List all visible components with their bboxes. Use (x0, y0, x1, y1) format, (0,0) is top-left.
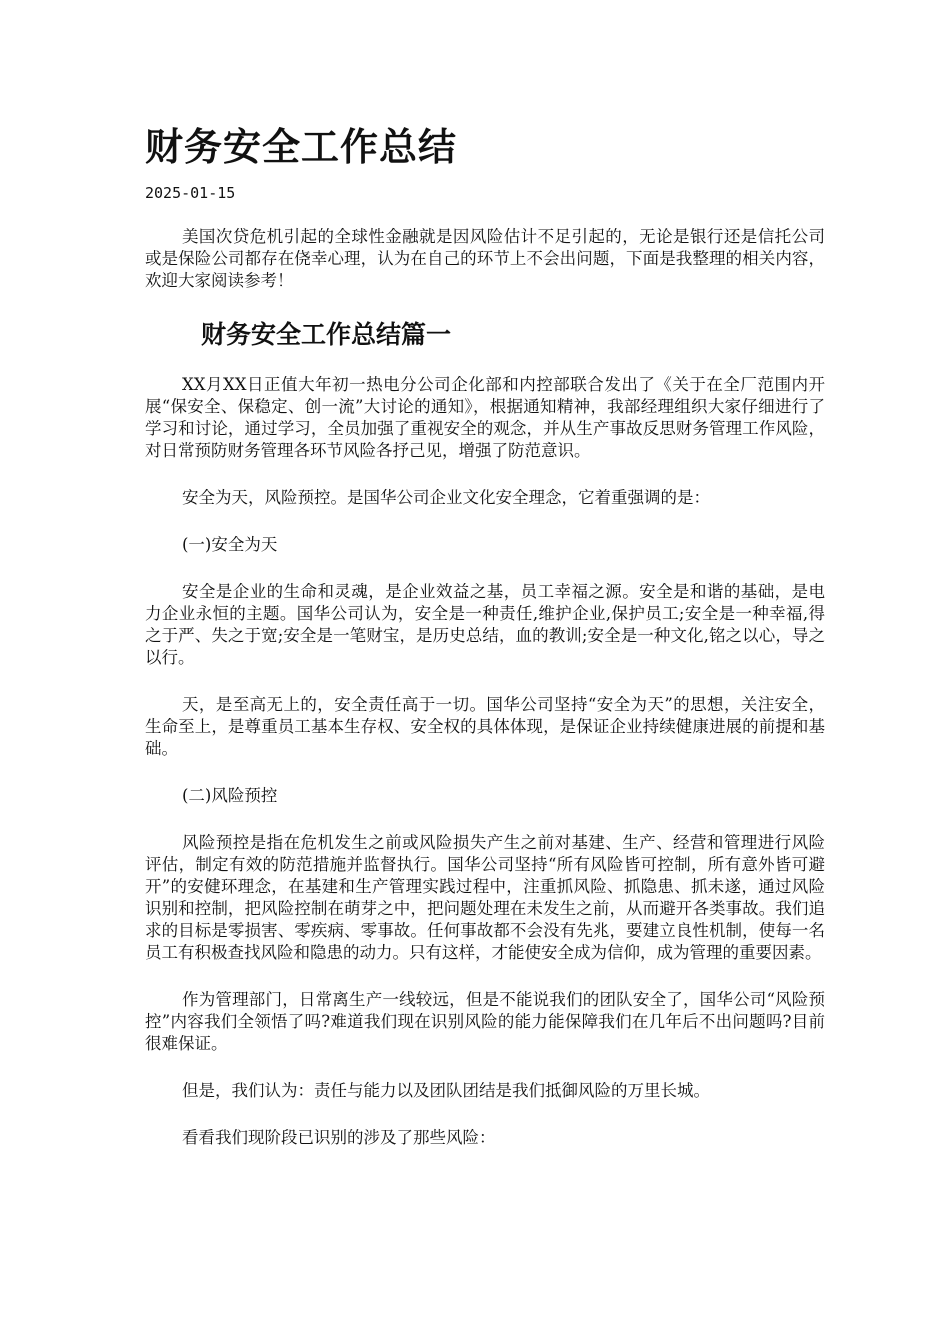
section-title: 财务安全工作总结篇一 (201, 320, 452, 349)
body-paragraph: 看看我们现阶段已识别的涉及了那些风险： (182, 1128, 496, 1147)
body-paragraph: 安全是企业的生命和灵魂，是企业效益之基，员工幸福之源。安全是和谐的基础，是电力企业永恒的主题。国华公司认为，安全是一种责任,维护企业,保护员工;安全是一种幸福,得之于严、失之于宽;安全是一笔财宝，是历史总结，血的教训;安全是一种文化,铭之以心，导之以行。 (145, 582, 825, 667)
body-paragraph: 作为管理部门，日常离生产一线较远，但是不能说我们的团队安全了，国华公司“风险预控”内容我们全领悟了吗?难道我们现在识别风险的能力能保障我们在几年后不出问题吗?目前很难保证。 (145, 990, 825, 1053)
document-body (145, 226, 825, 1174)
body-paragraph: XX月XX日正值大年初一热电分公司企化部和内控部联合发出了《关于在全厂范围内开展“保安全、保稳定、创一流”大讨论的通知》，根据通知精神，我部经理组织大家仔细进行了学习和讨论，通过学习，全员加强了重视安全的观念，并从生产事故反思财务管理工作风险，对日常预防财务管理各环节风险各抒己见，增强了防范意识。 (145, 375, 825, 460)
subheading-paragraph: (一)安全为天 (182, 535, 278, 554)
body-paragraph: 风险预控是指在危机发生之前或风险损失产生之前对基建、生产、经营和管理进行风险评估，制定有效的防范措施并监督执行。国华公司坚持“所有风险皆可控制，所有意外皆可避开”的安健环理念，在基建和生产管理实践过程中，注重抓风险、抓隐患、抓未遂，通过风险识别和控制，把风险控制在萌芽之中，把问题处理在未发生之前，从而避开各类事故。我们追求的目标是零损害、零疾病、零事故。任何事故都不会没有先兆，要建立良性机制，使每一名员工有积极查找风险和隐患的动力。只有这样，才能使安全成为信仰，成为管理的重要因素。 (145, 833, 825, 962)
body-paragraph: 但是，我们认为：责任与能力以及团队团结是我们抵御风险的万里长城。 (182, 1081, 710, 1100)
intro-paragraph: 美国次贷危机引起的全球性金融就是因风险估计不足引起的，无论是银行还是信托公司或是保险公司都存在侥幸心理，认为在自己的环节上不会出问题，下面是我整理的相关内容，欢迎大家阅读参考！ (145, 227, 825, 290)
subheading-paragraph: (二)风险预控 (182, 786, 278, 805)
document-title: 财务安全工作总结 (145, 125, 458, 169)
document-date: 2025-01-15 (145, 184, 236, 202)
body-paragraph: 天，是至高无上的，安全责任高于一切。国华公司坚持“安全为天”的思想，关注安全，生命至上，是尊重员工基本生存权、安全权的具体体现，是保证企业持续健康进展的前提和基础。 (145, 695, 825, 758)
body-paragraph: 安全为天，风险预控。是国华公司企业文化安全理念，它着重强调的是： (182, 488, 710, 507)
